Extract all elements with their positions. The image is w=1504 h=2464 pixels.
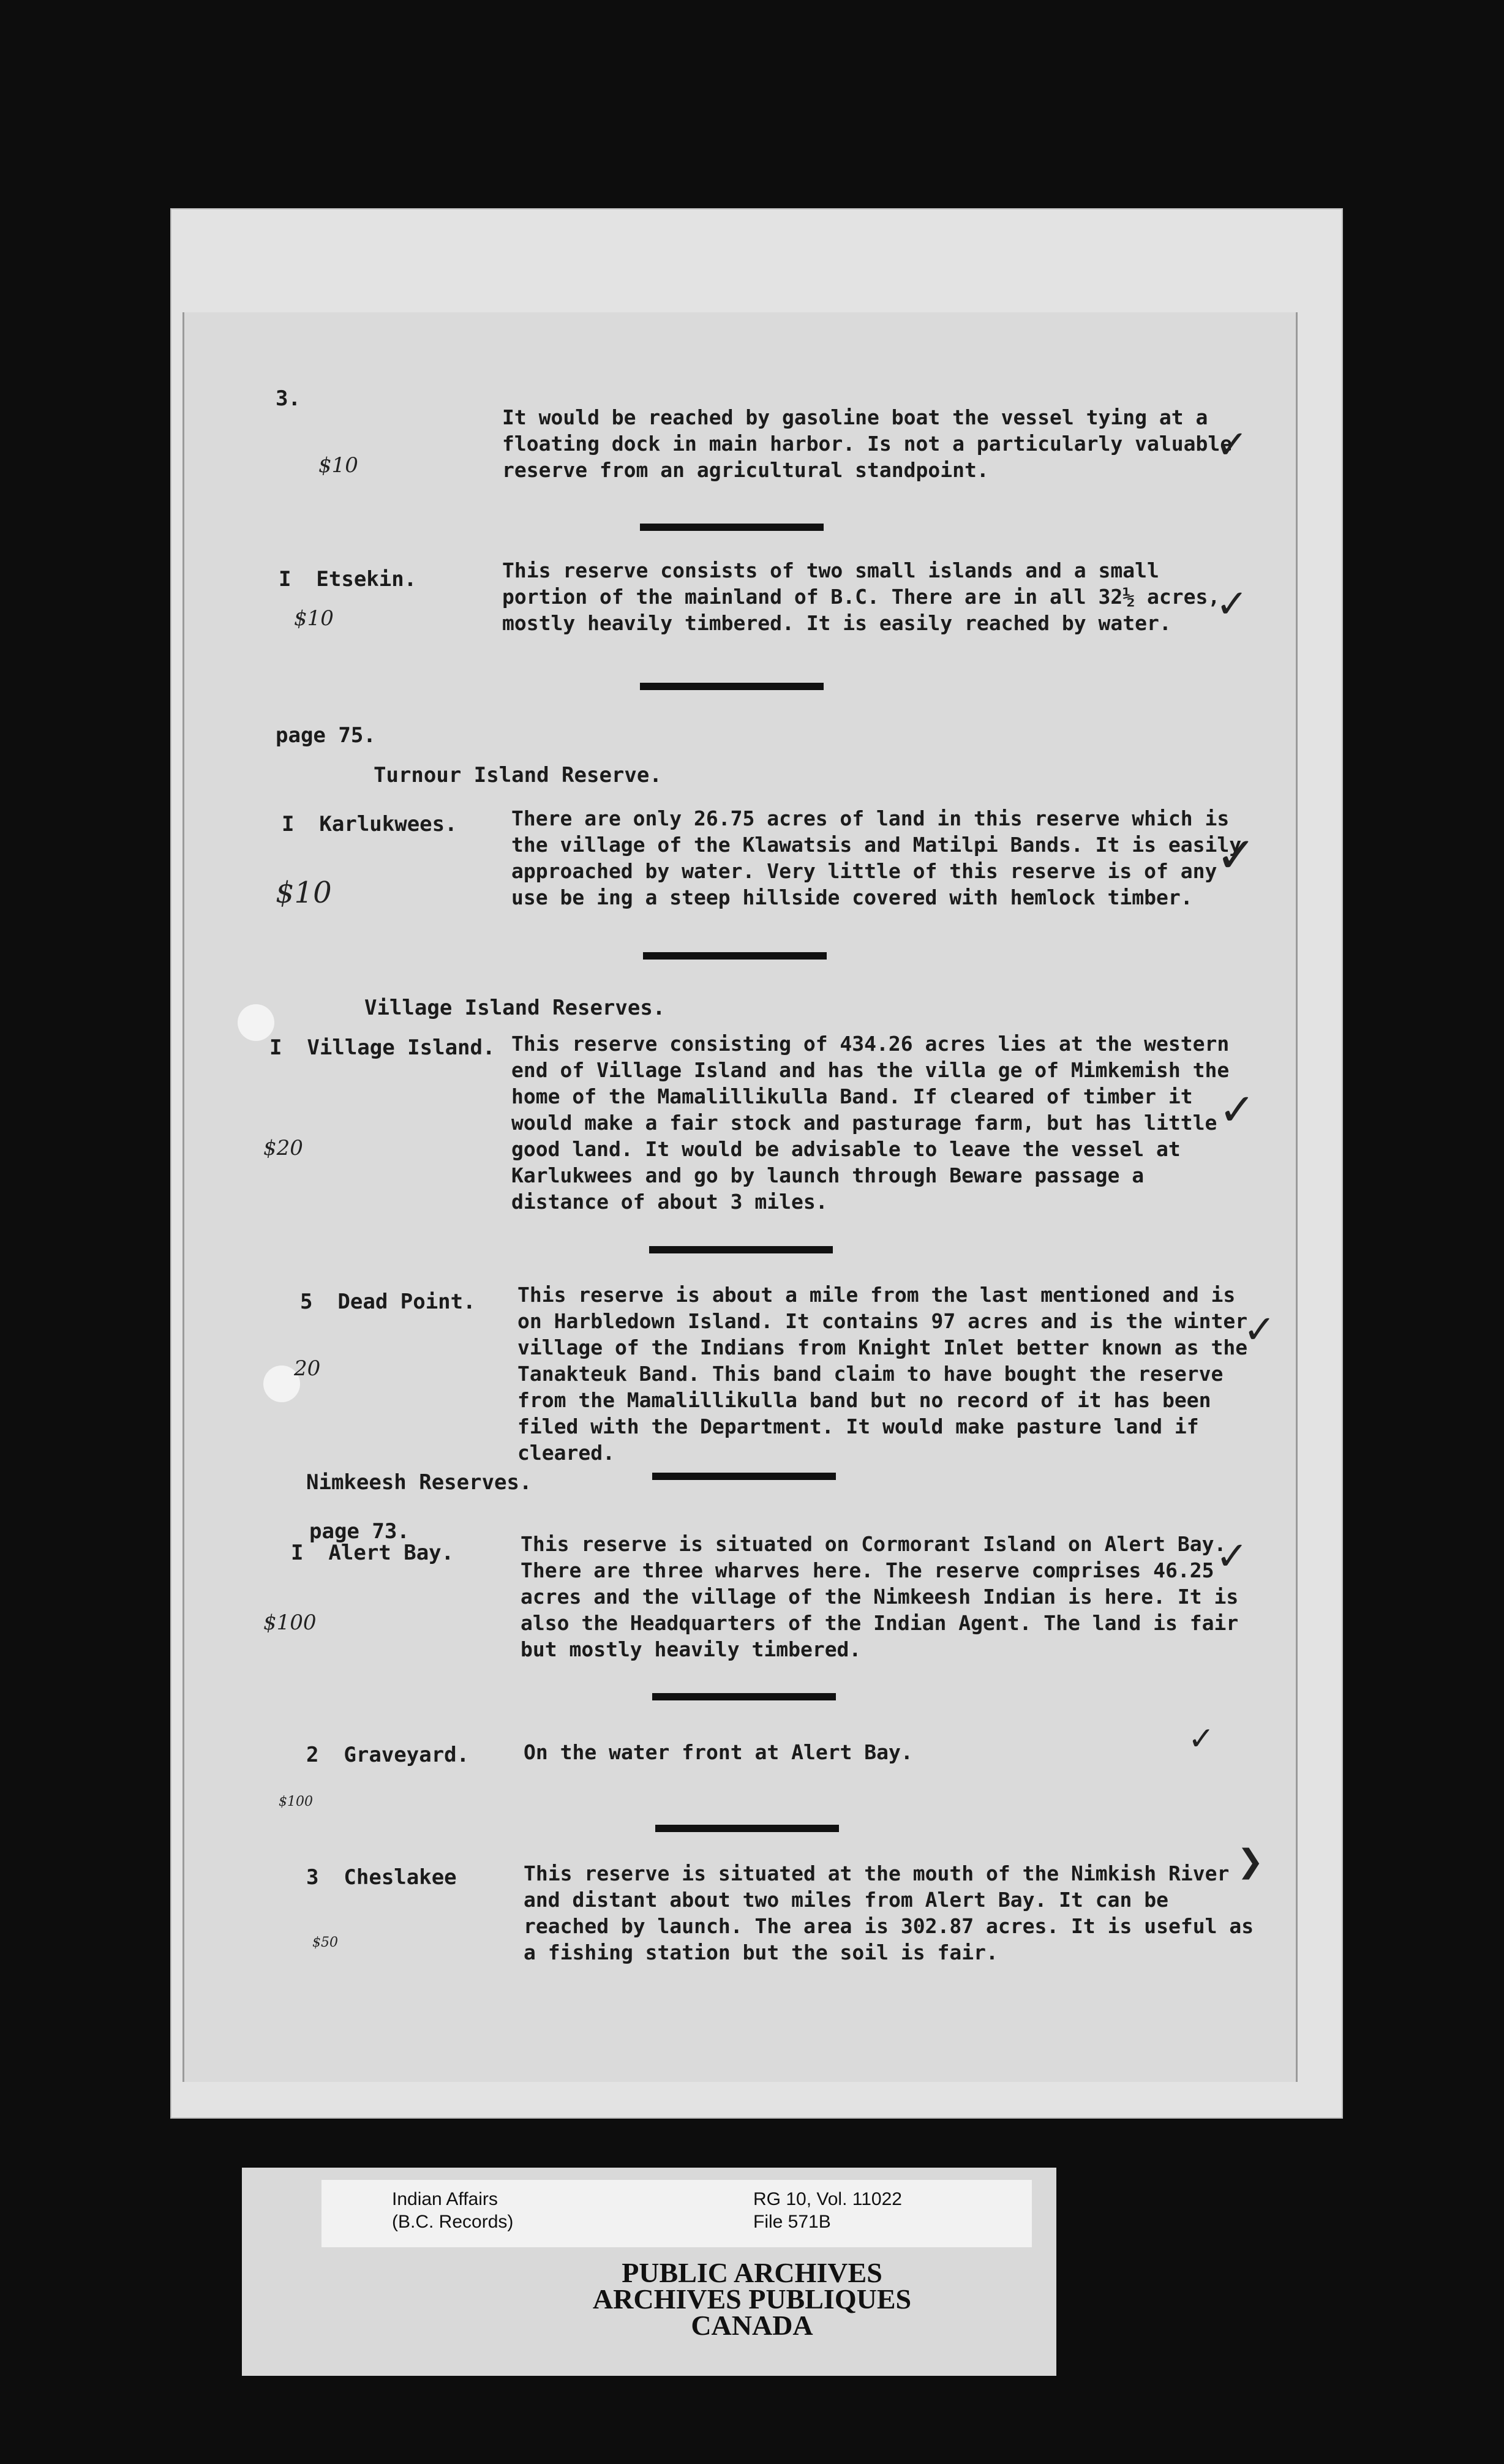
checkmark-icon: ✓	[1243, 1307, 1276, 1353]
entry-text: This reserve consists of two small islands and a small portion of the mainland of B.C. There are in all 32½ acres, mostly heavily timbered. It is easily reached by water.	[502, 558, 1220, 635]
handwritten-note: $10	[318, 453, 358, 478]
handwritten-note: 20	[294, 1356, 321, 1381]
section-divider	[652, 1693, 836, 1700]
section-heading: Nimkeesh Reserves.	[306, 1470, 532, 1495]
entry-text: There are only 26.75 acres of land in this reserve which is the village of the Klawatsis and Matilpi Bands. It is easily approached by water. Very little of this reserve is of any use be ing a steep hillside covered with hemlock timber.	[511, 806, 1242, 909]
checkmark-icon: ✓	[1216, 582, 1249, 627]
entry-text: This reserve is situated on Cormorant Island on Alert Bay. There are three wharves here. The reserve comprises 46.25 acres and the village of the Nimkeesh Indian is here. It is also the Headquarters of the Indian Agent. The land is fair but mostly heavily timbered.	[521, 1532, 1239, 1661]
entry-text: On the water front at Alert Bay.	[524, 1740, 913, 1764]
section-divider	[655, 1825, 839, 1832]
intro-paragraph: It would be reached by gasoline boat the vessel tying at a floating dock in main harbor. Is not a particularly valuable reserve from an agricultural standpoint.	[502, 405, 1233, 482]
section-divider	[652, 1473, 836, 1480]
entry-name: I Alert Bay.	[291, 1541, 454, 1565]
archives-country: CANADA	[691, 2310, 813, 2341]
handwritten-note: $50	[312, 1935, 338, 1950]
page-reference: page 73.	[309, 1519, 410, 1544]
bracket-mark-icon: ❯	[1237, 1843, 1264, 1880]
checkmark-icon: ✓	[1188, 1721, 1215, 1757]
label-file: File 571B	[753, 2212, 831, 2232]
label-records: (B.C. Records)	[392, 2212, 514, 2232]
page-reference: page 75.	[276, 723, 376, 748]
checkmark-icon: ✓	[1219, 1084, 1256, 1135]
punch-hole	[238, 1004, 274, 1041]
entry-name: 2 Graveyard.	[306, 1743, 470, 1767]
entry-name: 5 Dead Point.	[300, 1290, 476, 1314]
checkmark-icon: ✓	[1216, 423, 1249, 468]
section-divider	[649, 1246, 833, 1253]
section-divider	[643, 952, 827, 960]
section-divider	[640, 683, 824, 690]
entry-text: This reserve is about a mile from the last mentioned and is on Harbledown Island. It contains 97 acres and is the winter village of the Indians from Knight Inlet better known as the Tanakteuk Band. This band claim to have bought the reserve from the Mamalillikulla band but no record of it has been filed with the Department. It would make pasture land if cleared.	[517, 1283, 1248, 1465]
entry-name: I Etsekin.	[279, 567, 417, 592]
handwritten-note: $10	[294, 606, 334, 631]
label-fonds: Indian Affairs	[392, 2189, 498, 2209]
checkmark-icon: ✓	[1216, 827, 1257, 884]
entry-text: This reserve consisting of 434.26 acres lies at the western end of Village Island and has the villa ge of Mimkemish the home of the Mamalillikulla Band. If cleared of timber it would make a fair stock and pasturage farm, but has little good land. It would be advisable to leave the vessel at Karlukwees and go by launch through Beware passage a distance of about 3 miles.	[511, 1032, 1230, 1214]
label-volume: RG 10, Vol. 11022	[753, 2189, 902, 2209]
section-heading: Village Island Reserves.	[364, 996, 666, 1020]
handwritten-note: $10	[276, 876, 332, 910]
archives-title-fr: ARCHIVES PUBLIQUES	[592, 2283, 912, 2315]
section-heading: Turnour Island Reserve.	[374, 763, 662, 787]
page-number: 3.	[276, 386, 301, 411]
handwritten-note: $100	[263, 1610, 317, 1635]
entry-name: I Village Island.	[269, 1035, 495, 1060]
entry-name: 3 Cheslakee	[306, 1865, 457, 1890]
handwritten-note: $100	[279, 1794, 313, 1809]
entry-text: This reserve is situated at the mouth of the Nimkish River and distant about two miles from Alert Bay. It can be reached by launch. The area is 302.87 acres. It is useful as a fishing station but the soil is fair.	[524, 1861, 1254, 1964]
checkmark-icon: ✓	[1216, 1534, 1249, 1579]
entry-name: I Karlukwees.	[282, 812, 457, 836]
archives-title-en: PUBLIC ARCHIVES	[622, 2257, 882, 2288]
section-divider	[640, 524, 824, 531]
handwritten-note: $20	[263, 1136, 303, 1160]
